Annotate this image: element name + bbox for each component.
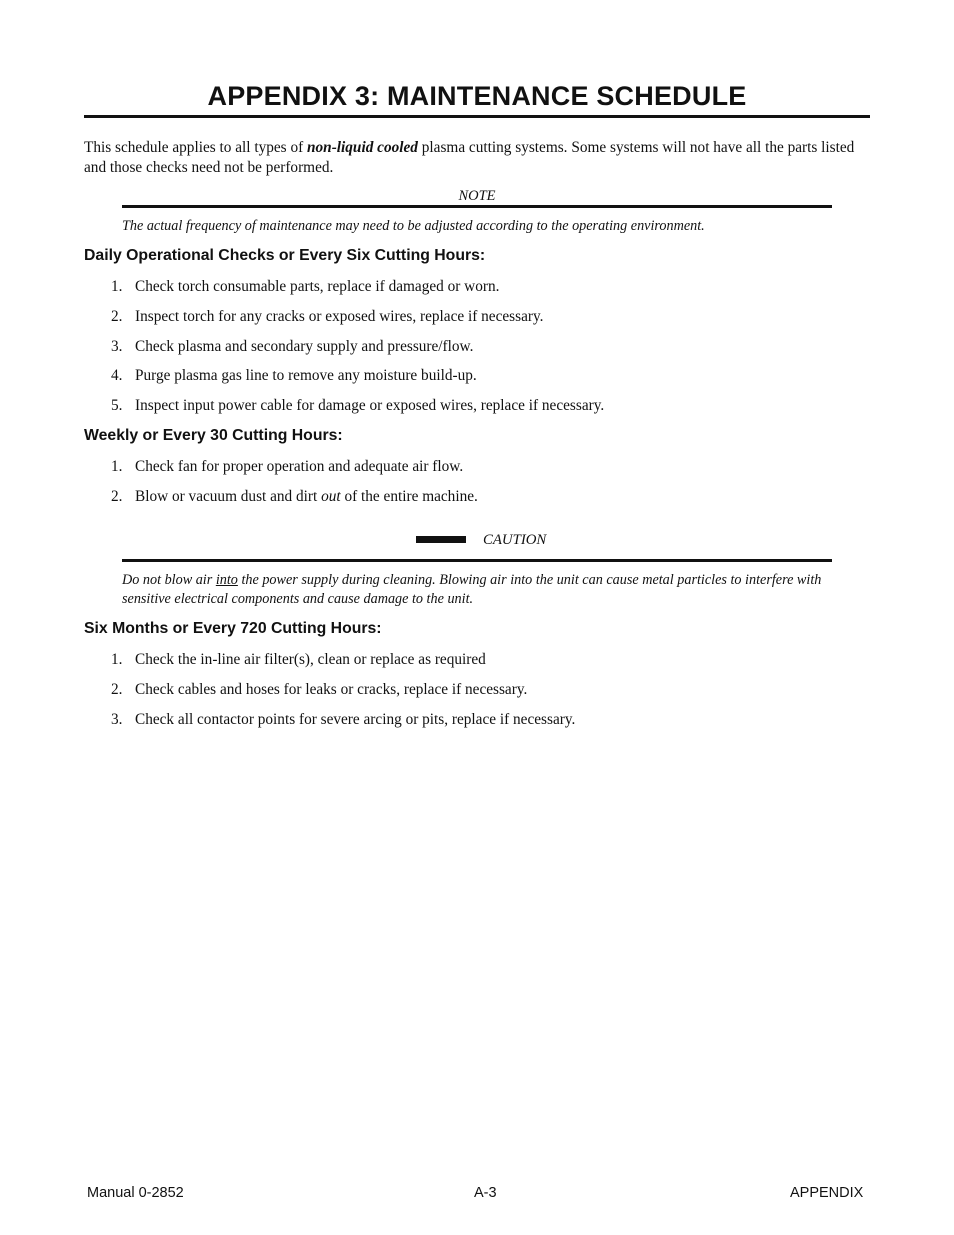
page-title: APPENDIX 3: MAINTENANCE SCHEDULE [207,81,747,111]
item-number: 1. [111,278,123,295]
item-number: 4. [111,367,123,385]
item-text: Inspect input power cable for damage or exposed wires, replace if necessary. [135,397,605,415]
intro-emphasis: non-liquid cooled [307,139,418,156]
item-text-emphasis: out [321,487,341,505]
item-text: Check cables and hoses for leaks or cracks, replace if necessary. [135,680,528,698]
item-number: 2. [111,680,123,698]
intro-paragraph [84,138,874,177]
note-label: NOTE [458,188,496,204]
daily-checks-list [84,277,870,426]
intro-text-start: This schedule applies to all types of [84,139,308,156]
item-text: Inspect torch for any cracks or exposed wires, replace if necessary. [135,307,544,325]
note-rule [122,205,832,208]
item-number: 2. [111,307,123,325]
list-item [84,650,870,680]
item-text: Check fan for proper operation and adequate air flow. [135,458,464,475]
item-number: 1. [111,458,123,475]
item-text: Check torch consumable parts, replace if damaged or worn. [135,278,500,295]
note-text: The actual frequency of maintenance may need to be adjusted according to the operating environment. [122,218,705,234]
item-number: 2. [111,487,123,505]
footer-section-name: APPENDIX [790,1185,864,1201]
caution-rule [122,559,832,562]
caution-text-start: Do not blow air [122,572,216,588]
title-rule [84,115,870,118]
item-text-end: of the entire machine. [340,487,478,505]
caution-text-end: the power supply during cleaning. Blowing air into the unit can cause metal particles to interfere with sensitive electrical components and cause damage to the unit. [122,572,822,607]
six-month-checks-list [84,650,870,739]
daily-checks-heading: Daily Operational Checks or Every Six Cutting Hours: [84,247,486,264]
weekly-checks-heading: Weekly or Every 30 Cutting Hours: [84,427,343,444]
item-text: Check all contactor points for severe arcing or pits, replace if necessary. [135,710,576,728]
caution-label: CAUTION [483,532,547,548]
list-item [84,680,870,710]
footer-page-number: A-3 [474,1185,497,1201]
item-text: Check the in-line air filter(s), clean or replace as required [135,651,486,668]
item-text: Check plasma and secondary supply and pressure/flow. [135,337,474,355]
list-item [84,307,870,337]
caution-text [122,571,842,609]
list-item [84,337,870,367]
list-item [84,457,870,487]
six-month-checks-heading: Six Months or Every 720 Cutting Hours: [84,620,382,637]
list-item [84,366,870,396]
caution-underline: into [215,572,238,588]
list-item [84,710,870,740]
weekly-checks-list [84,457,870,517]
caution-bar-icon [416,536,466,543]
item-text-start: Blow or vacuum dust and dirt [135,487,322,505]
list-item [84,277,870,307]
item-number: 3. [111,710,123,728]
item-number: 1. [111,651,123,668]
list-item [84,487,870,517]
item-number: 3. [111,337,123,355]
item-text: Purge plasma gas line to remove any moisture build-up. [135,367,477,385]
item-number: 5. [111,397,123,415]
list-item [84,396,870,426]
intro-text-end: plasma cutting systems. Some systems will not have all the parts listed and those checks need not be performed. [84,139,855,176]
footer-manual-number: Manual 0-2852 [87,1185,184,1201]
item-text [135,487,478,507]
